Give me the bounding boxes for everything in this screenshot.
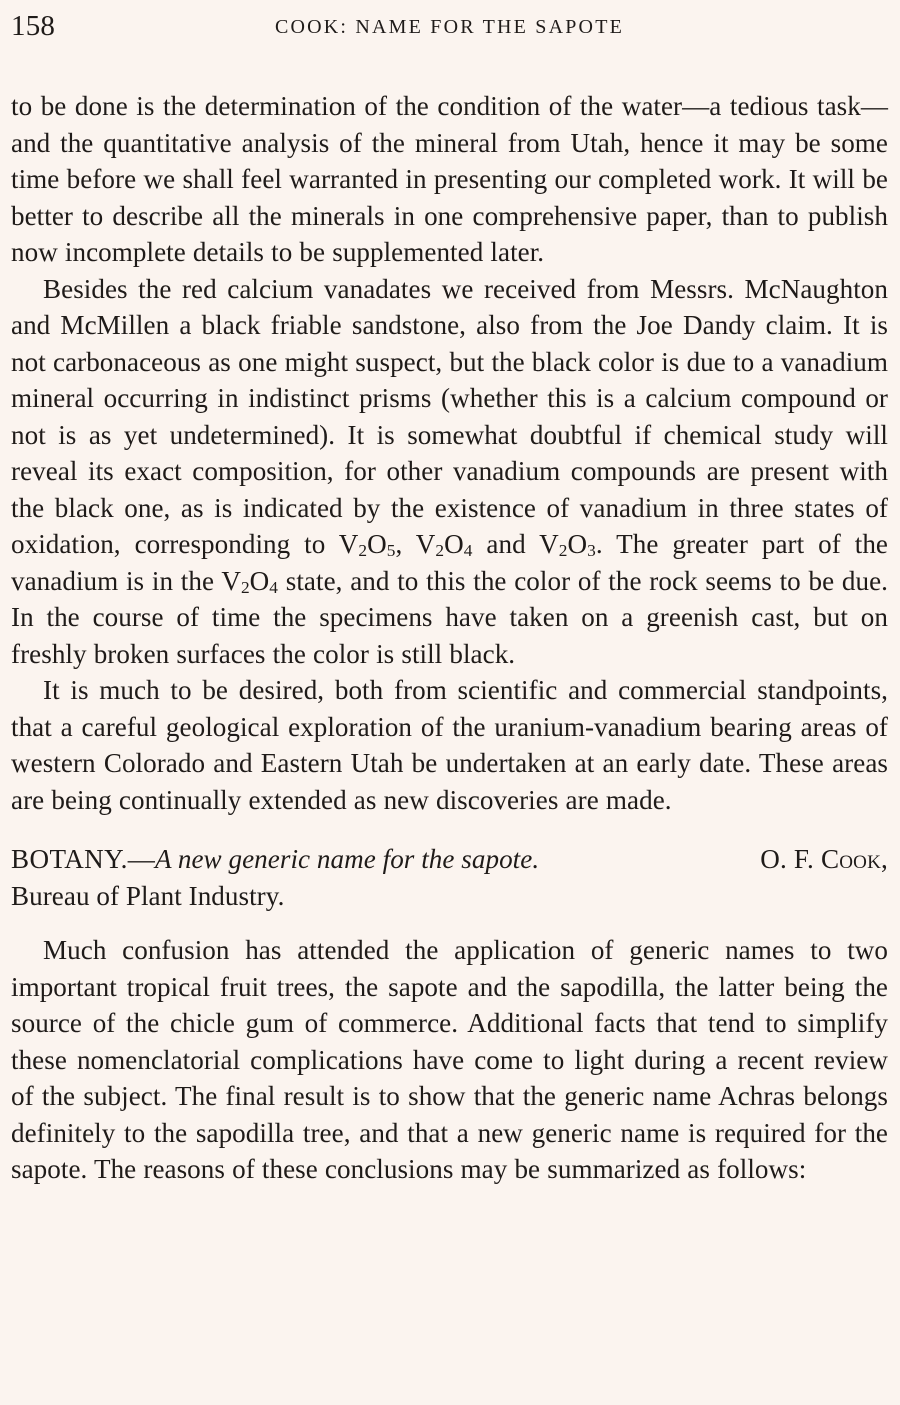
formula-subscript: 2 — [240, 577, 250, 597]
formula-symbol-v: V — [539, 529, 559, 559]
formula-subscript: 2 — [435, 541, 445, 561]
formula-subscript: 4 — [463, 541, 473, 561]
author-affiliation: Bureau of Plant Industry. — [11, 880, 285, 911]
formula-symbol-v: V — [415, 529, 436, 559]
article-title: A new generic name for the sapote. — [154, 844, 540, 874]
formula-v2o5 — [339, 529, 396, 559]
sapote-intro-paragraph: Much confusion has attended the application of generic names to two important tropical fruit trees, the sapote and the sapodilla, the latter being the source of the chicle gum of commerce. Additional facts that tend to simplify these nomenclatorial complications have come to light during a recent review of the subject. The final result is to show that the generic name Achras belongs definitely to the sapodilla tree, and that a new generic name is required for the sapote. The reasons of these conclusions may be summarized as follows: — [11, 935, 888, 1184]
formula-subscript: 2 — [558, 541, 568, 561]
formula-v2o3 — [539, 529, 596, 559]
formula-subscript: 3 — [587, 541, 596, 561]
black-sandstone-paragraph — [11, 271, 888, 673]
heading-spacing — [11, 914, 888, 932]
formula-symbol-o: O — [249, 565, 270, 596]
formula-separator: and — [472, 529, 540, 559]
article-heading — [11, 841, 888, 914]
continued-paragraph: to be done is the determination of the condition of the water—a tedious task—and the quantitative analysis of the mineral from Utah, hence it may be some time before we shall feel warranted in presenting our completed work. It will be better to describe all the minerals in one comprehensive paper, than to publish now incomplete details to be supplemented later. — [11, 91, 888, 267]
paragraph-middle-text: . The greater part of the vanadium is in the — [11, 529, 888, 596]
exploration-paragraph: It is much to be desired, both from scientific and commercial standpoints, that a careful geological exploration of the uranium-vanadium bearing areas of western Colorado and Eastern Utah be undertaken at an early date. These areas are being continually extended as new discoveries are made. — [11, 675, 888, 815]
formula-subscript: 5 — [386, 541, 396, 561]
formula-symbol-v: V — [338, 529, 359, 559]
formula-symbol-o: O — [567, 529, 588, 559]
formula-symbol-o: O — [367, 529, 387, 559]
running-title: COOK: NAME FOR THE SAPOTE — [274, 16, 625, 38]
formula-symbol-v: V — [221, 565, 241, 596]
article-subject: BOTANY. — [11, 844, 128, 874]
section-spacing — [11, 818, 888, 841]
paragraph-text-after-formulas: state, and to this the color of the rock seems to be due. In the course of time the specimens have taken on a greenish cast, but on freshly broken surfaces the color is still black. — [11, 565, 889, 669]
formula-symbol-o: O — [444, 529, 464, 559]
formula-subscript: 2 — [358, 541, 368, 561]
article-author: O. F. Cook, — [760, 844, 888, 874]
heading-dash: — — [127, 844, 155, 874]
paragraph-text-before-formulas: Besides the red calcium vanadates we received from Messrs. McNaughton and McMillen a black friable sandstone, also from the Joe Dandy claim. It is not carbonaceous as one might suspect, but the black color is due to a vanadium mineral occurring in indistinct prisms (whether this is a calcium compound or not is as yet undetermined). It is somewhat doubtful if chemical study will reveal its exact composition, for other vanadium compounds are present with the black one, as is indicated by the existence of vanadium in three states of oxidation, corresponding to — [11, 273, 888, 559]
formula-v2o4-state — [221, 566, 278, 596]
formula-v2o4 — [416, 529, 473, 559]
formula-subscript: 4 — [269, 577, 279, 597]
formula-separator: , — [395, 529, 416, 559]
running-header — [11, 10, 888, 54]
page-number: 158 — [11, 10, 56, 42]
